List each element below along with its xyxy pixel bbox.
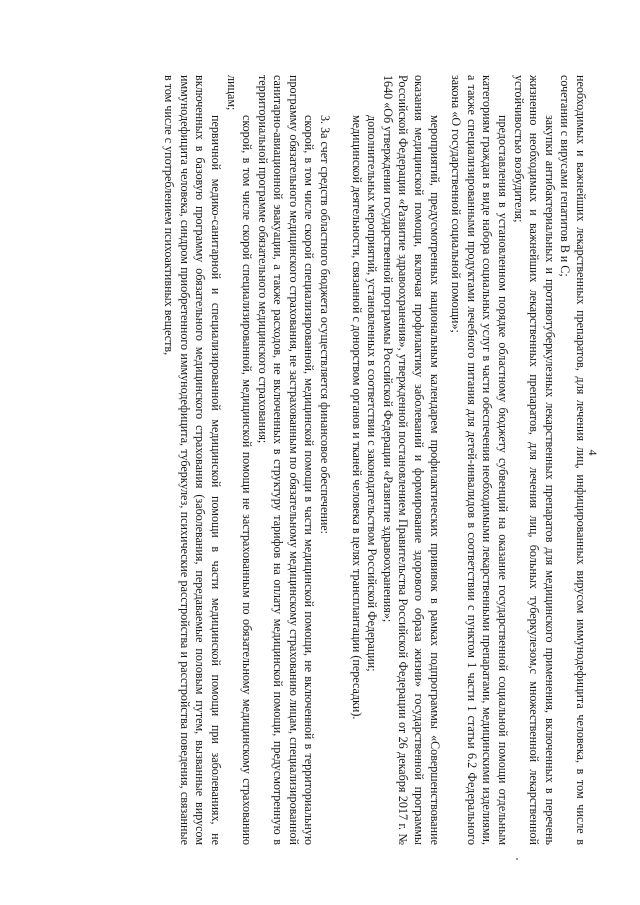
paragraph-social-assistance-subventions: предоставления в установленном порядке областному бюджету субвенций на оказание государственной социальной помощи отдельным категориям граждан в виде набора социальных услуг в части обеспечения необходимыми лекарственными препаратами, медицинскими изделиями, а также специализированными продуктами лечебного питания для детей-инвалидов в соответствии с пунктом 1 части 1 статьи 6.2 Федерального закона «О государственной социальной помощи»; [449, 75, 511, 845]
paragraph-vaccination-calendar: мероприятий, предусмотренных национальным календарем профилактических прививок в рамках подпрограммы «Совершенствование оказания медицинской помощи, включая профилактику заболеваний и формирование здорового образа жизни» государственной программы Российской Федерации «Развитие здравоохранения», утвержденной постановлением Правительства Российской Федерации от 26 декабря 2017 г. № 1640 «Об утверждении государственной программы Российской Федерации «Развитие здравоохранения»; [380, 75, 442, 845]
scan-dust-mark [516, 858, 518, 860]
paragraph-primary-specialized-care: первичной медико-санитарной и специализированной медицинской помощи в части медицинской помощи при заболеваниях, не включенных в базовую программу обязательного медицинского страхования (заболевания, передаваемые половым путем, вызванные вирусом иммунодефицита человека, синдром приобретенного иммунодефицита, туберкулез, психические расстройства и расстройства поведения, связанные в том числе с употреблением психоактивных веществ, [162, 75, 223, 845]
paragraph-tuberculosis-drugs: закупки антибактериальных и противотуберкулезных лекарственных препаратов для медицинского применения, включенных в перечень жизненно необходимых и важнейших лекарственных препаратов, для лечения лиц, больных туберкулезом,с множественной лекарственной устойчивостью возбудителя; [511, 75, 557, 845]
paragraph-organ-donation: медицинской деятельности, связанной с донорством органов и тканей человека в целях трансплантации (пересадки). [349, 115, 364, 720]
paragraph-emergency-care-uninsured: скорой, в том числе скорой специализированной, медицинской помощи не застрахованным по обязательному медицинскому страхованию лицам; [224, 75, 255, 845]
paragraph-additional-measures: дополнительных мероприятий, установленных в соответствии с законодательством Российской Федерации; [365, 115, 380, 672]
page-number: 4 [586, 449, 600, 456]
paragraph-emergency-care-territorial: скорой, в том числе скорой специализированной, медицинской помощи в части медицинской помощи, не включенной в территориальную программу обязательного медицинского страхования, не застрахованным по обязательному медицинскому страхованию лицам, специализированной санитарно-авиационной эвакуации, а также расходов, не включенных в структуру тарифов на оплату медицинской помощи, предусмотренную в территориальной программе обязательного медицинского страхования; [255, 75, 317, 845]
document-body [161, 75, 588, 845]
section-3-heading: 3. За счет средств областного бюджета осуществляется финансовое обеспечение: [318, 115, 333, 535]
paragraph-hiv-drugs-continuation: необходимых и важнейших лекарственных препаратов, для лечения лиц, инфицированных вирусом иммунодефицита человека, в том числе в сочетании с вирусами гепатитов В и С; [558, 75, 588, 845]
